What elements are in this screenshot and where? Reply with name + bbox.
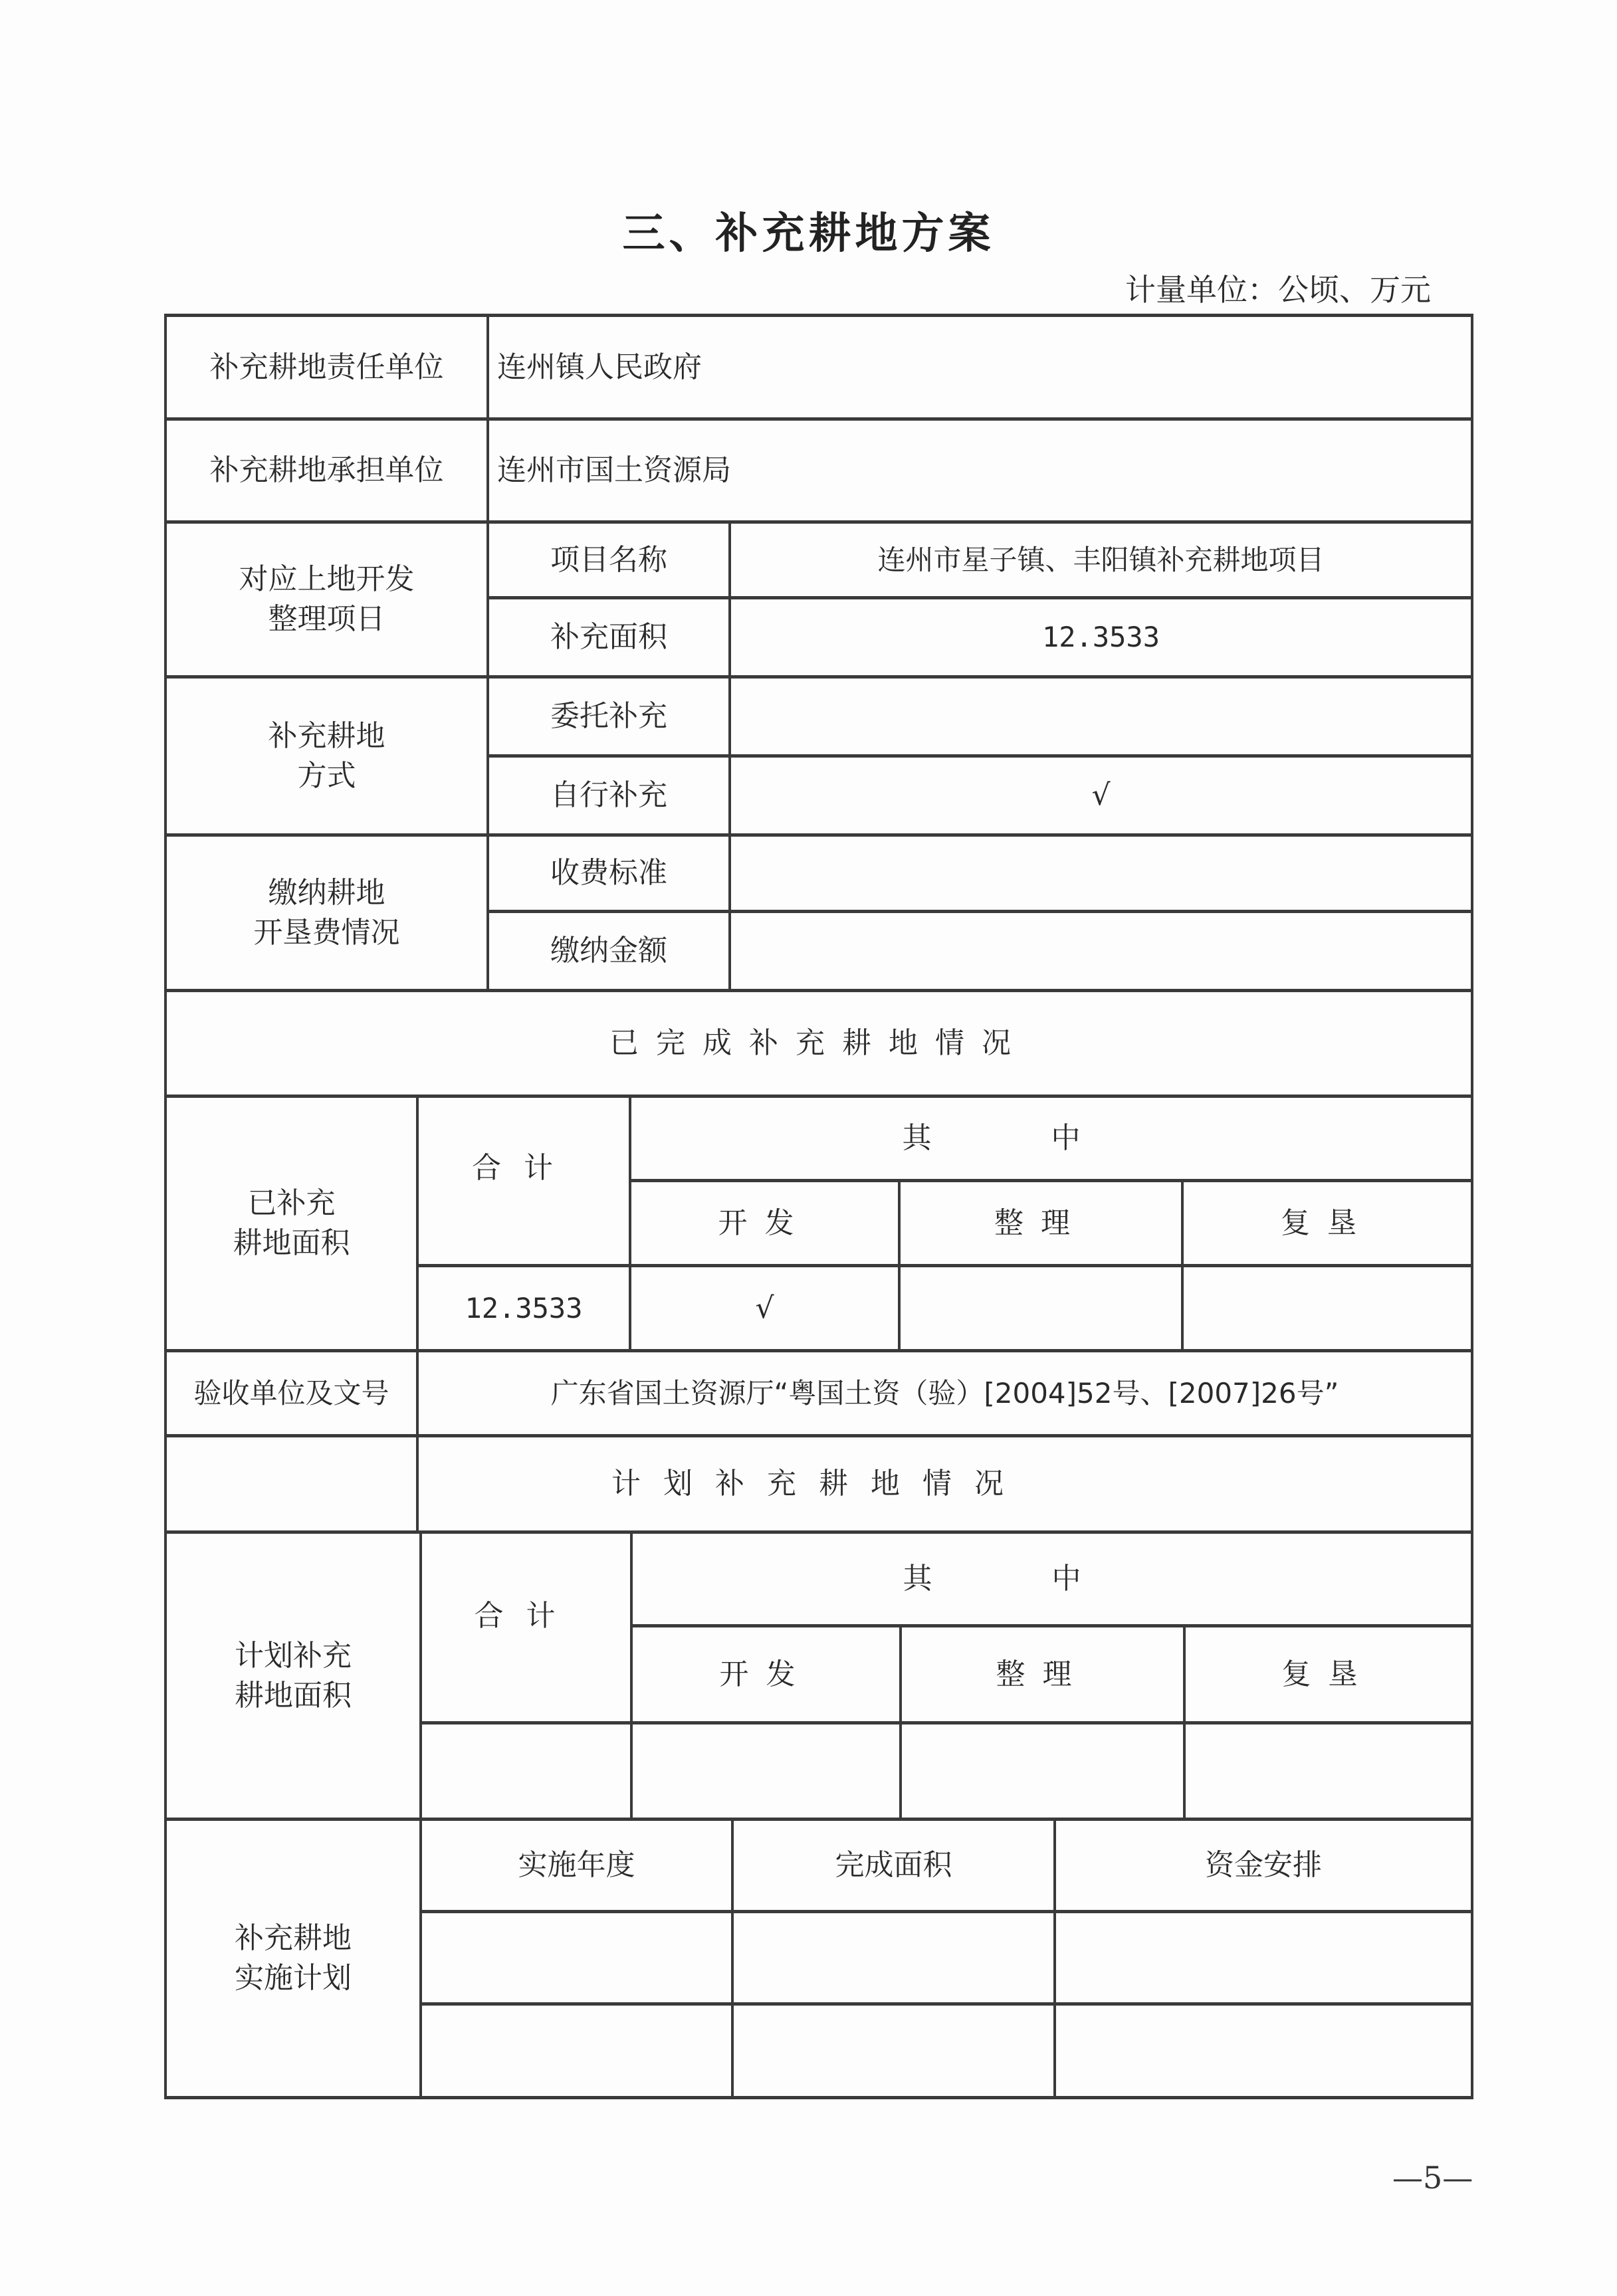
fee-amount-label: 缴纳金额 <box>550 934 667 968</box>
planned-area-label <box>167 1534 419 1818</box>
completed-development-value: √ <box>755 1291 774 1325</box>
completed-total-label: 合计 <box>472 1151 576 1185</box>
fee-label-line2: 开垦费情况 <box>253 915 400 950</box>
impl-row-2-area <box>734 2006 1053 2096</box>
self-value: √ <box>1091 778 1111 812</box>
responsible-unit-value: 连州镇人民政府 <box>497 350 702 384</box>
method-label-line1: 补充耕地 <box>268 718 385 753</box>
impl-row-1-year <box>422 1913 731 2002</box>
entrusted-label: 委托补充 <box>550 699 667 733</box>
completed-section-heading: 已完成补充耕地情况 <box>609 1026 1028 1060</box>
page-number: —5— <box>1392 2160 1473 2196</box>
impl-col-funding: 资金安排 <box>1205 1848 1322 1882</box>
planned-area-label-line2: 耕地面积 <box>235 1678 352 1713</box>
unit-label: 计量单位：公顷、万元 <box>1125 272 1431 308</box>
acceptance-value: 广东省国土资源厅“粤国土资（验）[2004]52号、[2007]26号” <box>550 1376 1339 1409</box>
corresponding-project-label-line2: 整理项日 <box>268 602 385 636</box>
completed-total-value: 12.3533 <box>465 1291 583 1324</box>
fee-standard-label: 收费标准 <box>550 856 667 890</box>
planned-total-value <box>422 1724 630 1818</box>
entrusted-value <box>731 678 1471 754</box>
responsible-unit-label: 补充耕地责任单位 <box>209 350 444 384</box>
planned-area-label-line1: 计划补充 <box>235 1638 352 1673</box>
fee-label-line1: 缴纳耕地 <box>268 875 385 910</box>
corresponding-project-label-line1: 对应上地开发 <box>239 562 415 596</box>
implementation-plan-label <box>167 1821 419 2096</box>
impl-col-year: 实施年度 <box>518 1848 635 1882</box>
table-border-right <box>1471 314 1473 2099</box>
page-title: 三、补充耕地方案 <box>622 209 995 259</box>
table-border-bottom <box>164 2096 1473 2099</box>
planned-col-consolidation: 整理 <box>996 1657 1089 1691</box>
project-name-value: 连州市星子镇、丰阳镇补充耕地项目 <box>877 543 1325 576</box>
completed-col-development: 开发 <box>718 1205 811 1240</box>
planned-col-reclamation: 复垦 <box>1281 1657 1375 1691</box>
planned-development-value <box>633 1724 899 1818</box>
completed-consolidation-value <box>901 1267 1181 1349</box>
implementation-plan-label-line1: 补充耕地 <box>235 1921 352 1955</box>
fee-label <box>167 837 486 989</box>
completed-of-which-label: 其中 <box>902 1121 1200 1155</box>
corresponding-project-label <box>167 524 486 675</box>
planned-total-label: 合计 <box>474 1599 578 1633</box>
completed-area-label-line1: 已补充 <box>247 1186 336 1220</box>
fee-amount-value <box>731 913 1471 989</box>
planned-section-heading: 计划补充耕地情况 <box>611 1467 1026 1501</box>
impl-col-area: 完成面积 <box>835 1848 952 1882</box>
undertaking-unit-value: 连州市国土资源局 <box>497 453 731 487</box>
method-label <box>167 678 486 833</box>
planned-reclamation-value <box>1186 1724 1471 1818</box>
impl-row-2-funding <box>1056 2006 1471 2096</box>
project-area-value: 12.3533 <box>1041 621 1160 653</box>
method-label-line2: 方式 <box>297 758 356 793</box>
impl-row-2-year <box>422 2006 731 2096</box>
impl-row-1-funding <box>1056 1913 1471 2002</box>
fee-standard-value <box>731 837 1471 910</box>
self-label: 自行补充 <box>550 778 667 812</box>
undertaking-unit-label: 补充耕地承担单位 <box>209 453 444 487</box>
project-name-label: 项目名称 <box>550 542 667 577</box>
implementation-plan-label-line2: 实施计划 <box>235 1961 352 1995</box>
completed-reclamation-value <box>1184 1267 1471 1349</box>
completed-area-label-line2: 耕地面积 <box>233 1226 350 1260</box>
acceptance-label: 验收单位及文号 <box>193 1376 389 1409</box>
planned-consolidation-value <box>902 1724 1183 1818</box>
project-area-label: 补充面积 <box>550 620 667 654</box>
completed-col-consolidation: 整理 <box>994 1205 1087 1240</box>
impl-row-1-area <box>734 1913 1053 2002</box>
completed-col-reclamation: 复垦 <box>1281 1205 1374 1240</box>
planned-col-development: 开发 <box>719 1657 813 1691</box>
planned-of-which-label: 其中 <box>903 1562 1201 1596</box>
completed-area-label <box>167 1098 416 1349</box>
